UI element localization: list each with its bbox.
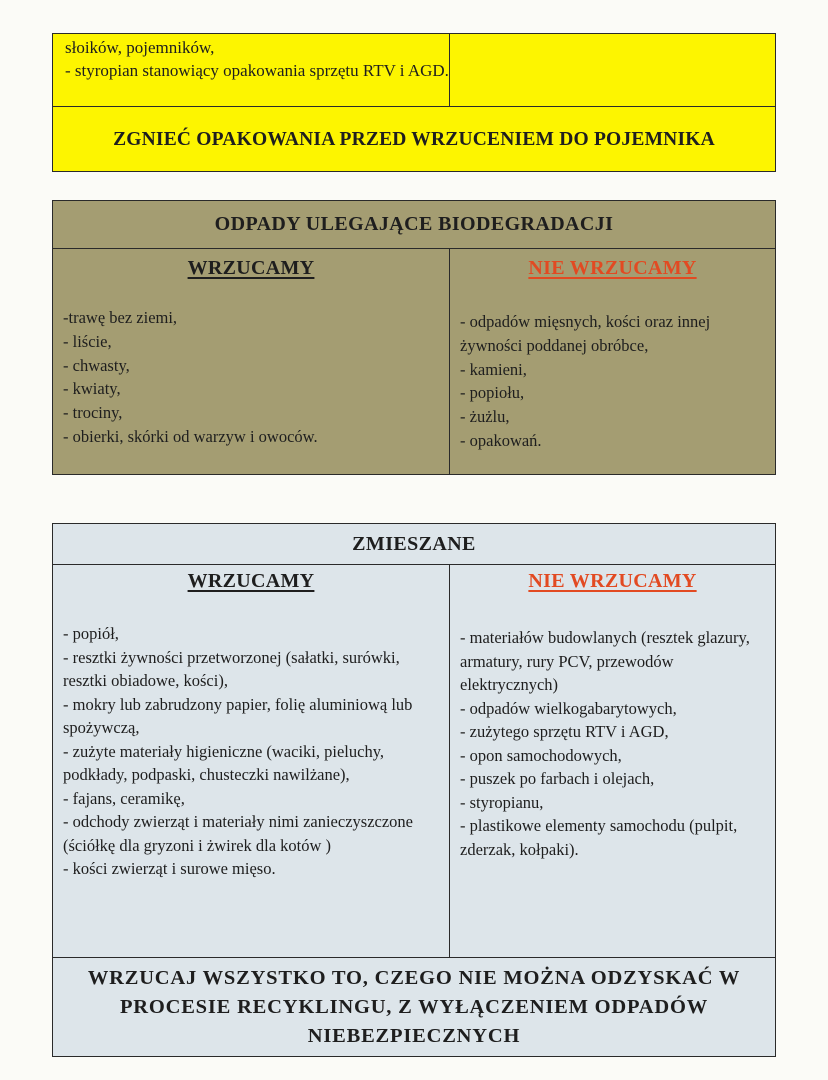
mixed-yes-list	[63, 622, 441, 881]
list-item: - opakowań.	[460, 430, 542, 450]
list-item: - odpadów mięsnych, kości oraz innej żywności poddanej obróbce,	[460, 312, 711, 355]
plastic-items-row	[53, 34, 775, 107]
list-item: - plastikowe elementy samochodu (pulpit, zderzak, kołpaki).	[460, 816, 738, 859]
mixed-title: ZMIESZANE	[53, 524, 775, 565]
list-item: - materiałów budowlanych (resztek glazury, armatury, rury PCV, przewodów elektrycznych)	[460, 628, 750, 694]
plastic-section	[52, 33, 776, 172]
list-item: - kości zwierząt i surowe mięso.	[63, 859, 276, 878]
list-item: - chwasty,	[63, 355, 130, 375]
bio-yes-list	[63, 306, 443, 449]
mixed-no-column	[450, 564, 775, 957]
list-item: - kwiaty,	[63, 379, 121, 399]
plastic-items-text: słoików, pojemników, - styropian stanowiący opakowania sprzętu RTV i AGD.	[53, 34, 450, 106]
list-item: - obierki, skórki od warzyw i owoców.	[63, 426, 318, 446]
list-item: - mokry lub zabrudzony papier, folię aluminiową lub spożywczą,	[63, 694, 413, 737]
list-item: - liście,	[63, 331, 112, 351]
list-item: - żużlu,	[460, 407, 510, 427]
list-item: - odpadów wielkogabarytowych,	[460, 698, 677, 718]
mixed-no-list	[460, 626, 769, 861]
list-item: - opon samochodowych,	[460, 745, 622, 765]
mixed-footer-note: WRZUCAJ WSZYSTKO TO, CZEGO NIE MOŻNA ODZYSKAĆ W PROCESIE RECYKLINGU, Z WYŁĄCZENIEM ODPADÓW NIEBEZPIECZNYCH	[53, 957, 775, 1056]
list-item: - styropianu,	[460, 792, 544, 812]
list-item: - popiołu,	[460, 383, 525, 403]
mixed-yes-column	[53, 564, 450, 957]
list-item: - zużytego sprzętu RTV i AGD,	[460, 722, 669, 741]
bio-title: ODPADY ULEGAJĄCE BIODEGRADACJI	[53, 201, 775, 249]
bio-no-list	[460, 310, 769, 453]
list-item: - puszek po farbach i olejach,	[460, 769, 655, 788]
bio-no-header: NIE WRZUCAMY	[528, 257, 697, 279]
mixed-no-header: NIE WRZUCAMY	[528, 570, 697, 592]
list-item: - odchody zwierząt i materiały nimi zanieczyszczone (ściółkę dla gryzoni i żwirek dla kotów )	[63, 812, 413, 855]
list-item: - fajans, ceramikę,	[63, 788, 185, 808]
bio-yes-header: WRZUCAMY	[187, 257, 315, 279]
mixed-yes-header: WRZUCAMY	[187, 570, 315, 592]
list-item: -trawę bez ziemi,	[63, 308, 178, 327]
mixed-section	[52, 523, 776, 1057]
plastic-footer-note: ZGNIEĆ OPAKOWANIA PRZED WRZUCENIEM DO POJEMNIKA	[113, 128, 715, 150]
bio-no-column	[450, 248, 775, 474]
list-item: - popiół,	[63, 624, 119, 643]
list-item: - resztki żywności przetworzonej (sałatki, surówki, resztki obiadowe, kości),	[63, 647, 400, 690]
list-item: - kamieni,	[460, 359, 527, 379]
bio-yes-column	[53, 248, 450, 474]
list-item: - zużyte materiały higieniczne (waciki, pieluchy, podkłady, podpaski, chusteczki nawilżane),	[63, 741, 384, 784]
bio-section	[52, 200, 776, 475]
list-item: - trociny,	[63, 403, 123, 423]
